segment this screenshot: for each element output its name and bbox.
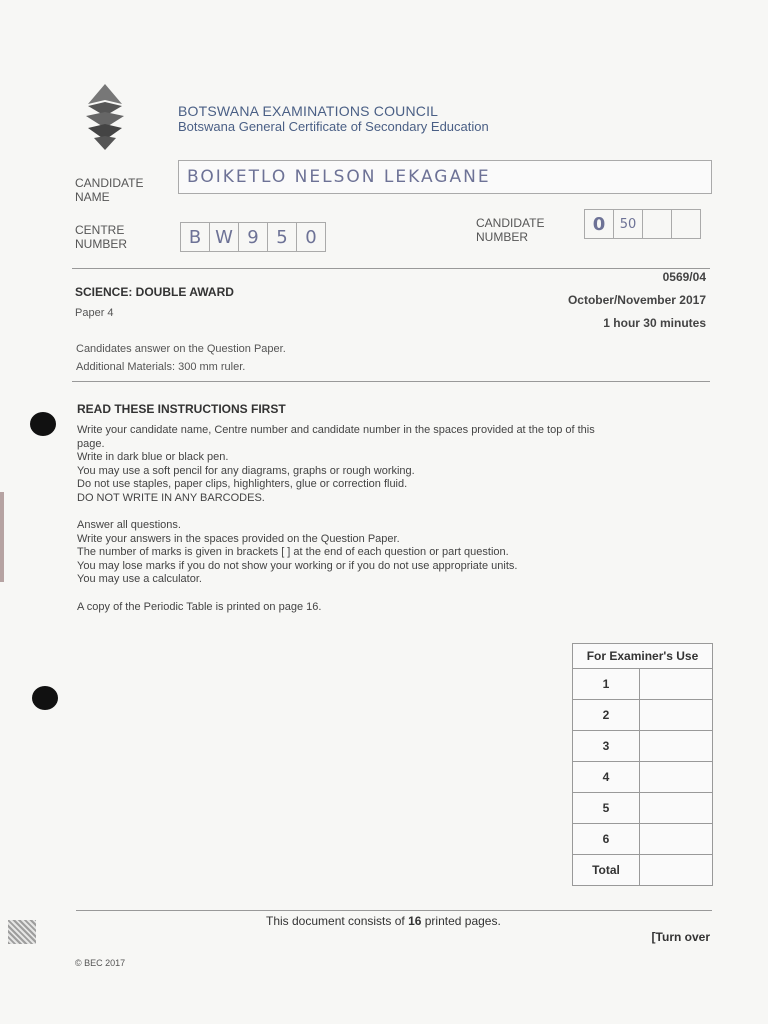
certificate-name: Botswana General Certificate of Secondary Education — [178, 119, 489, 134]
turn-over-note: [Turn over — [651, 930, 710, 944]
centre-digit: 0 — [296, 222, 326, 252]
table-row — [573, 824, 713, 855]
instruction-line: DO NOT WRITE IN ANY BARCODES. — [77, 491, 265, 504]
centre-digit: B — [180, 222, 210, 252]
centre-number-field[interactable] — [181, 222, 326, 252]
instruction-line: Write your answers in the spaces provided on the Question Paper. — [77, 532, 400, 545]
instructions-heading: READ THESE INSTRUCTIONS FIRST — [77, 402, 286, 416]
subject-title: SCIENCE: DOUBLE AWARD — [75, 285, 234, 299]
total-cell[interactable] — [640, 855, 713, 886]
mark-cell[interactable] — [640, 824, 713, 855]
total-label: Total — [573, 855, 640, 886]
barcode-icon — [8, 920, 36, 944]
candidate-name-field[interactable] — [178, 160, 712, 194]
instruction-line: Answer all questions. — [77, 519, 181, 531]
table-row — [573, 700, 713, 731]
additional-materials: Additional Materials: 300 mm ruler. — [76, 361, 246, 373]
table-row — [573, 855, 713, 886]
scan-edge-mark — [0, 492, 4, 582]
mark-cell[interactable] — [640, 731, 713, 762]
copyright: © BEC 2017 — [75, 958, 126, 968]
exam-session: October/November 2017 — [567, 293, 706, 307]
bec-logo — [80, 82, 130, 152]
instruction-line: You may lose marks if you do not show your working or if you do not use appropriate units. — [77, 559, 518, 572]
question-number: 2 — [573, 700, 640, 731]
page-count-note: This document consists of 16 printed pages. — [266, 914, 501, 928]
divider — [72, 268, 710, 269]
examiner-table-heading: For Examiner's Use — [573, 644, 713, 669]
instruction-line: The number of marks is given in brackets [ ] at the end of each question or part question. — [77, 546, 509, 558]
question-number: 5 — [573, 793, 640, 824]
exam-duration: 1 hour 30 minutes — [603, 316, 706, 330]
answer-on-note: Candidates answer on the Question Paper. — [76, 343, 286, 355]
divider — [72, 381, 710, 382]
table-row — [573, 762, 713, 793]
centre-digit: 9 — [238, 222, 268, 252]
question-number: 6 — [573, 824, 640, 855]
punch-hole — [32, 686, 58, 710]
candidate-digit — [642, 209, 672, 239]
candidate-digit — [671, 209, 701, 239]
paper-number: Paper 4 — [75, 307, 114, 319]
centre-number-label: CENTRE NUMBER — [75, 223, 128, 251]
instructions-body — [77, 424, 707, 614]
mark-cell[interactable] — [640, 669, 713, 700]
question-number: 1 — [573, 669, 640, 700]
council-name: BOTSWANA EXAMINATIONS COUNCIL — [178, 103, 439, 119]
mark-cell[interactable] — [640, 700, 713, 731]
mark-cell[interactable] — [640, 793, 713, 824]
question-number: 3 — [573, 731, 640, 762]
mark-cell[interactable] — [640, 762, 713, 793]
instruction-line: You may use a calculator. — [77, 573, 202, 585]
table-row — [573, 793, 713, 824]
instruction-line: Do not use staples, paper clips, highlighters, glue or correction fluid. — [77, 478, 408, 490]
candidate-number-field[interactable] — [585, 209, 701, 239]
divider — [76, 910, 712, 911]
instruction-line: Write in dark blue or black pen. — [77, 451, 229, 463]
table-row — [573, 731, 713, 762]
punch-hole — [30, 412, 56, 436]
instruction-line: Write your candidate name, Centre number and candidate number in the spaces provided at the top of this — [77, 424, 595, 436]
paper-code: 0569/04 — [662, 270, 706, 284]
question-number: 4 — [573, 762, 640, 793]
candidate-digit: 0 — [584, 209, 614, 239]
centre-digit: W — [209, 222, 239, 252]
periodic-table-note: A copy of the Periodic Table is printed on page 16. — [77, 600, 322, 613]
candidate-name-value: BOIKETLO NELSON LEKAGANE — [187, 167, 491, 187]
instruction-line: You may use a soft pencil for any diagrams, graphs or rough working. — [77, 464, 415, 477]
candidate-number-label: CANDIDATE NUMBER — [476, 216, 545, 244]
candidate-digit: 50 — [613, 209, 643, 239]
candidate-name-label: CANDIDATE NAME — [75, 176, 144, 204]
centre-digit: 5 — [267, 222, 297, 252]
table-row — [573, 669, 713, 700]
instruction-line: page. — [77, 437, 105, 450]
examiner-use-table — [572, 643, 713, 886]
